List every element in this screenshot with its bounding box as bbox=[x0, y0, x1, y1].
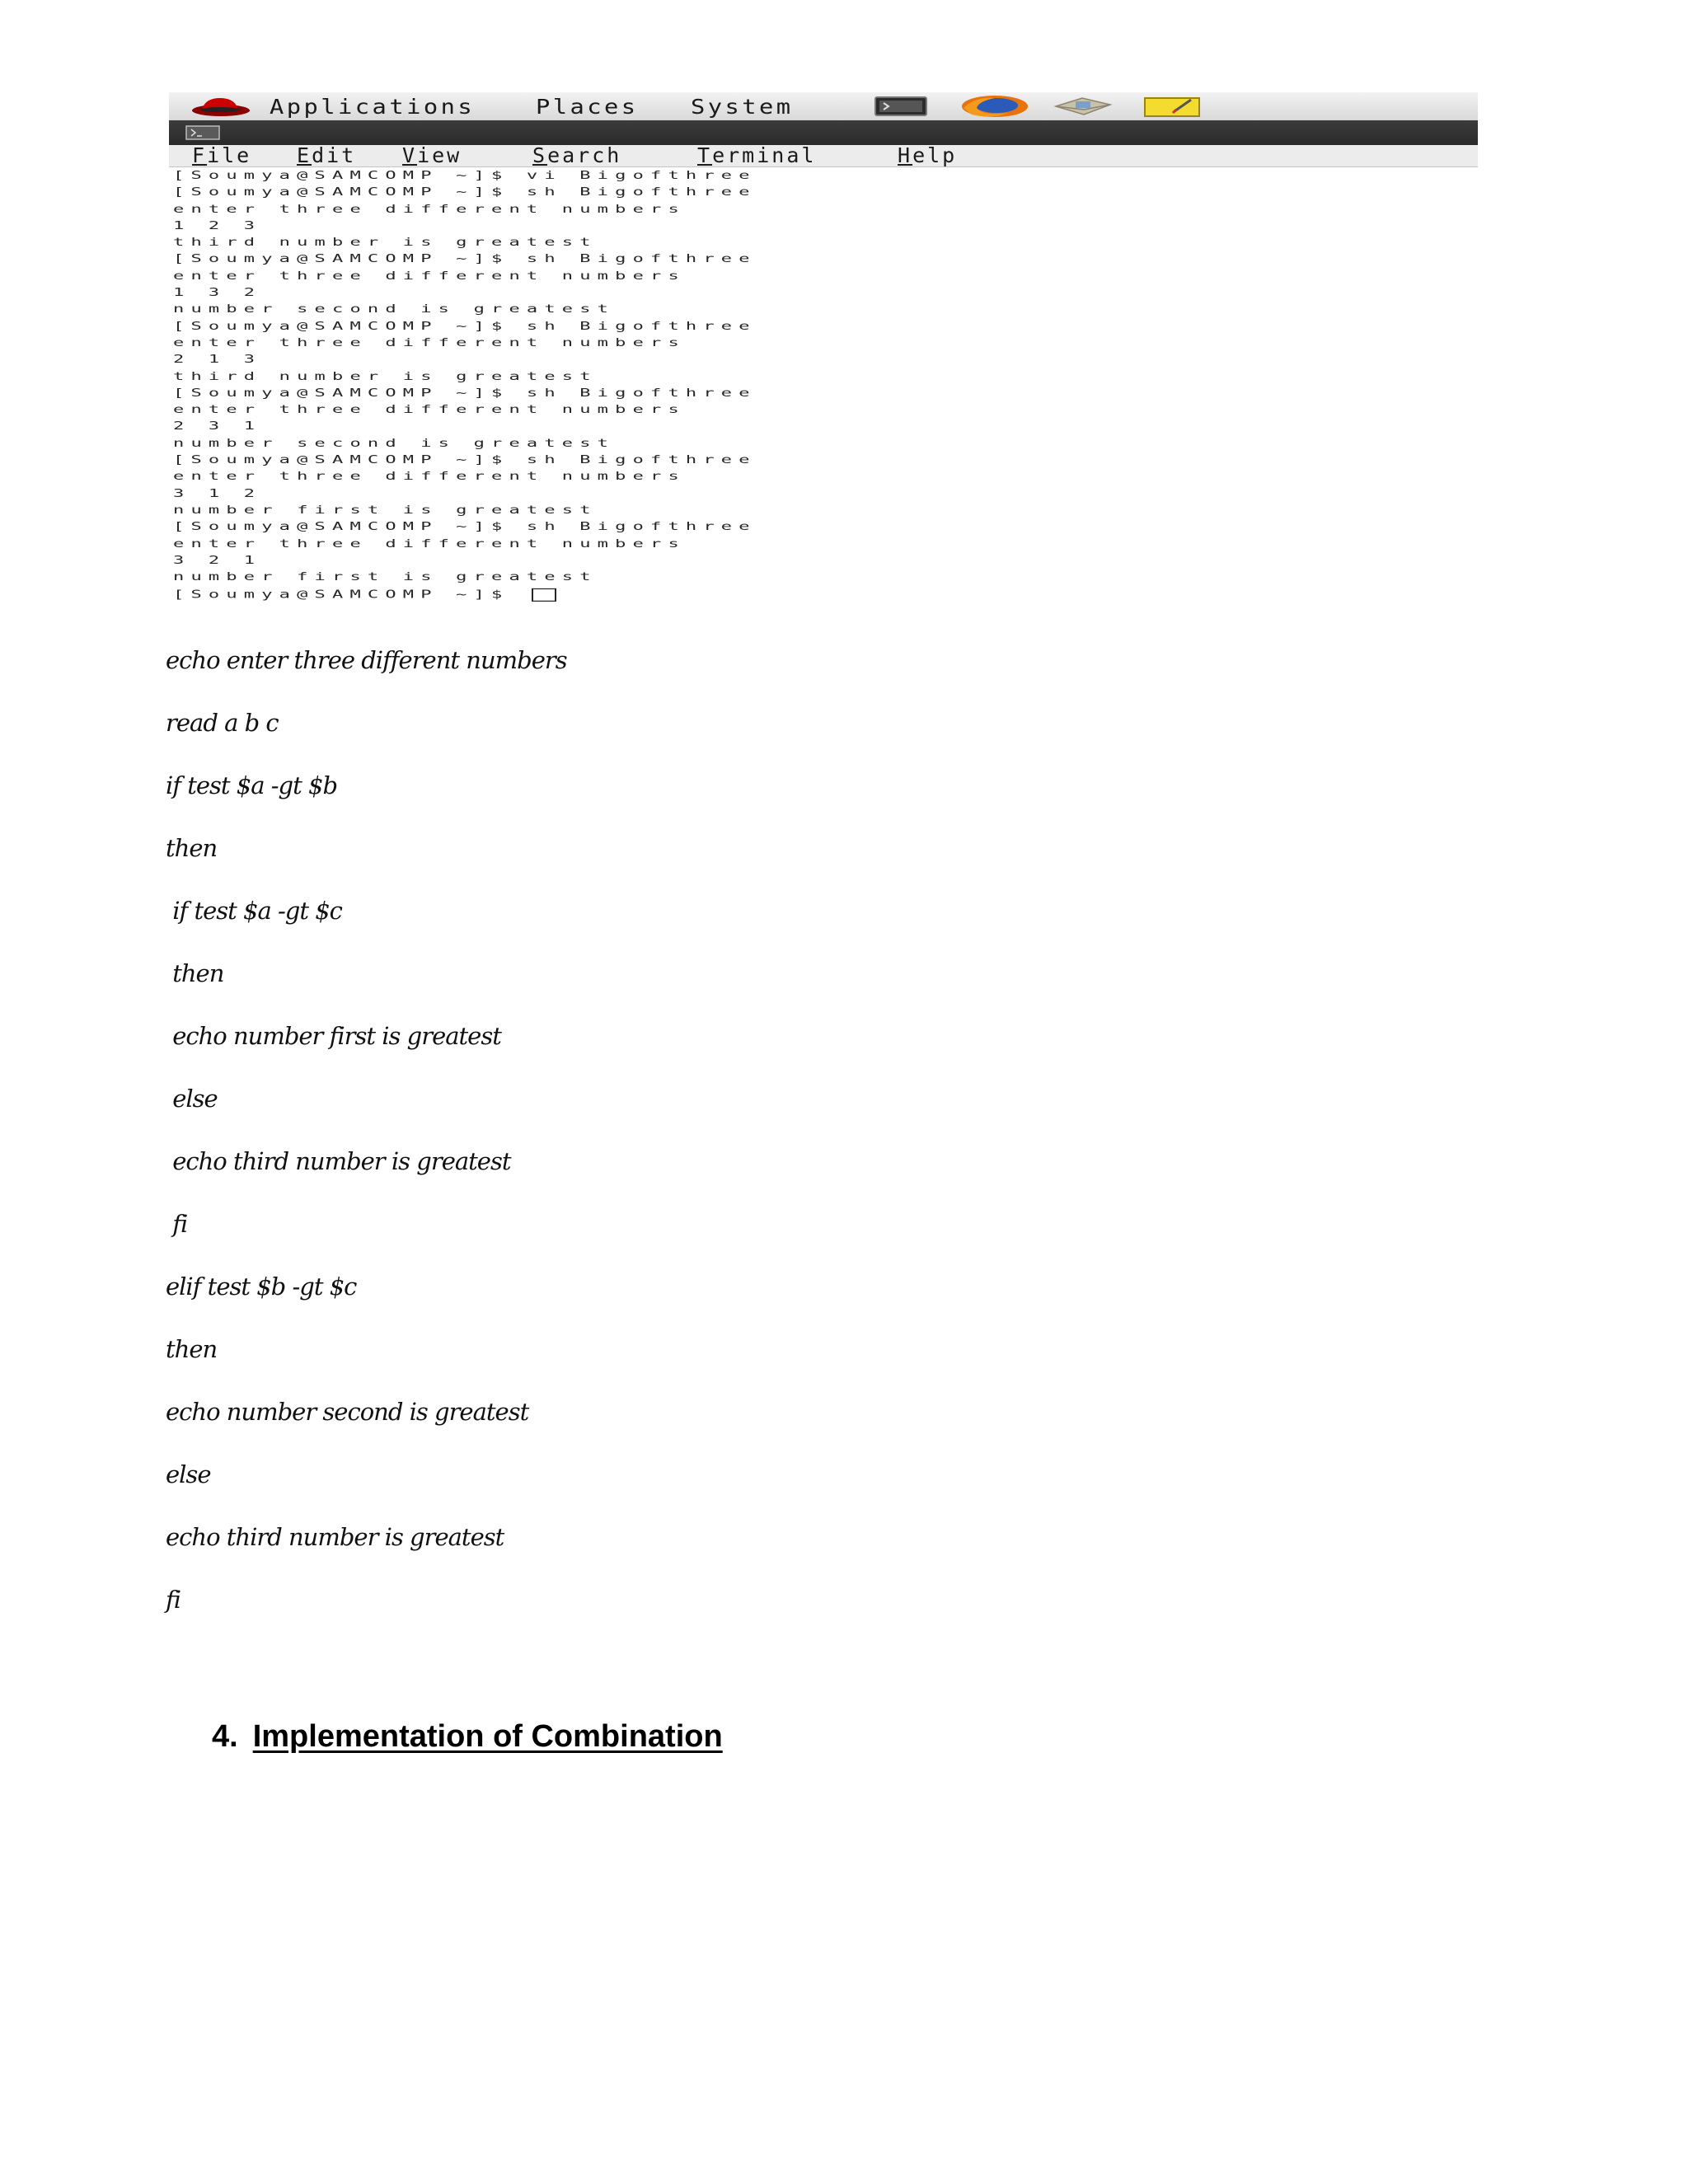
terminal-output-area[interactable] bbox=[169, 167, 1478, 608]
menu-help[interactable] bbox=[898, 145, 957, 166]
gnome-top-panel bbox=[169, 92, 1478, 121]
terminal-line: [Soumya@SAMCOMP ~]$ sh Bigofthree bbox=[173, 185, 757, 199]
terminal-line: [Soumya@SAMCOMP ~]$ sh Bigofthree bbox=[173, 252, 757, 265]
notes-launcher-icon[interactable] bbox=[1142, 95, 1204, 118]
terminal-line: number first is greatest bbox=[173, 503, 598, 517]
menu-search-mnemonic: S bbox=[532, 143, 548, 167]
menu-file[interactable] bbox=[192, 145, 251, 166]
terminal-line: enter three different numbers bbox=[173, 269, 686, 283]
terminal-cursor bbox=[532, 588, 556, 602]
menu-help-mnemonic: H bbox=[898, 143, 913, 167]
menu-terminal-label: erminal bbox=[712, 143, 817, 167]
terminal-line: [Soumya@SAMCOMP ~]$ sh Bigofthree bbox=[173, 319, 757, 333]
terminal-line: number second is greatest bbox=[173, 436, 616, 450]
terminal-screenshot bbox=[169, 92, 1478, 608]
terminal-line: third number is greatest bbox=[173, 369, 598, 383]
script-line: then bbox=[166, 959, 224, 987]
script-line: then bbox=[166, 1335, 218, 1363]
section-title: Implementation of Combination bbox=[252, 1719, 723, 1754]
terminal-line: third number is greatest bbox=[173, 236, 598, 249]
section-number: 4. bbox=[212, 1719, 238, 1754]
terminal-line: enter three different numbers bbox=[173, 470, 686, 483]
script-line: echo third number is greatest bbox=[166, 1523, 504, 1551]
terminal-line: enter three different numbers bbox=[173, 403, 686, 416]
menu-view-label: iew bbox=[417, 143, 462, 167]
script-line: then bbox=[166, 834, 218, 862]
terminal-line: 1 3 2 bbox=[173, 286, 262, 299]
menu-edit-label: dit bbox=[312, 143, 357, 167]
terminal-window-icon bbox=[185, 125, 220, 140]
menu-view[interactable] bbox=[402, 145, 462, 166]
panel-places-menu[interactable]: Places bbox=[536, 95, 639, 119]
terminal-line: 3 2 1 bbox=[173, 553, 262, 567]
script-line: fi bbox=[166, 1210, 188, 1238]
menu-edit[interactable] bbox=[297, 145, 356, 166]
section-heading bbox=[212, 1717, 723, 1756]
terminal-lines bbox=[173, 167, 757, 602]
terminal-line: enter three different numbers bbox=[173, 202, 686, 216]
menu-help-label: elp bbox=[912, 143, 958, 167]
terminal-line: [Soumya@SAMCOMP ~]$ vi Bigofthree bbox=[173, 168, 757, 182]
panel-system-menu[interactable]: System bbox=[691, 95, 794, 119]
menu-file-mnemonic: F bbox=[192, 143, 208, 167]
script-line: echo third number is greatest bbox=[166, 1147, 511, 1175]
terminal-line: enter three different numbers bbox=[173, 537, 686, 551]
terminal-line: enter three different numbers bbox=[173, 335, 686, 349]
terminal-line: number second is greatest bbox=[173, 302, 616, 316]
terminal-menubar bbox=[169, 145, 1478, 167]
terminal-titlebar bbox=[169, 120, 1478, 145]
mail-launcher-icon[interactable] bbox=[1051, 95, 1115, 118]
terminal-line: 1 2 3 bbox=[173, 218, 262, 232]
panel-applications-menu[interactable]: Applications bbox=[270, 95, 476, 119]
menu-view-mnemonic: V bbox=[402, 143, 418, 167]
redhat-logo-icon bbox=[190, 96, 251, 117]
terminal-prompt: [Soumya@SAMCOMP ~]$ bbox=[173, 588, 527, 602]
script-line: echo number second is greatest bbox=[166, 1398, 529, 1426]
menu-terminal-mnemonic: T bbox=[697, 143, 713, 167]
script-line: if test $a -gt $c bbox=[166, 897, 342, 925]
terminal-line: 2 1 3 bbox=[173, 353, 262, 366]
script-line: fi bbox=[166, 1586, 181, 1614]
menu-edit-mnemonic: E bbox=[297, 143, 312, 167]
firefox-launcher-icon[interactable] bbox=[959, 95, 1031, 118]
script-line: read a b c bbox=[166, 709, 279, 737]
terminal-line: 2 3 1 bbox=[173, 419, 262, 433]
script-line: else bbox=[166, 1085, 218, 1113]
terminal-prompt-line[interactable] bbox=[173, 588, 757, 602]
terminal-line: [Soumya@SAMCOMP ~]$ sh Bigofthree bbox=[173, 520, 757, 533]
terminal-line: 3 1 2 bbox=[173, 486, 262, 500]
script-line: echo enter three different numbers bbox=[166, 646, 567, 674]
script-line: if test $a -gt $b bbox=[166, 771, 338, 799]
script-line: elif test $b -gt $c bbox=[166, 1272, 357, 1301]
script-line: else bbox=[166, 1460, 211, 1488]
menu-search[interactable] bbox=[532, 145, 621, 166]
terminal-line: [Soumya@SAMCOMP ~]$ sh Bigofthree bbox=[173, 453, 757, 466]
menu-terminal[interactable] bbox=[697, 145, 816, 166]
terminal-line: number first is greatest bbox=[173, 570, 598, 583]
terminal-launcher-icon[interactable] bbox=[874, 95, 928, 118]
menu-search-label: earch bbox=[547, 143, 622, 167]
menu-file-label: ile bbox=[207, 143, 252, 167]
script-line: echo number first is greatest bbox=[166, 1022, 501, 1050]
terminal-line: [Soumya@SAMCOMP ~]$ sh Bigofthree bbox=[173, 386, 757, 400]
